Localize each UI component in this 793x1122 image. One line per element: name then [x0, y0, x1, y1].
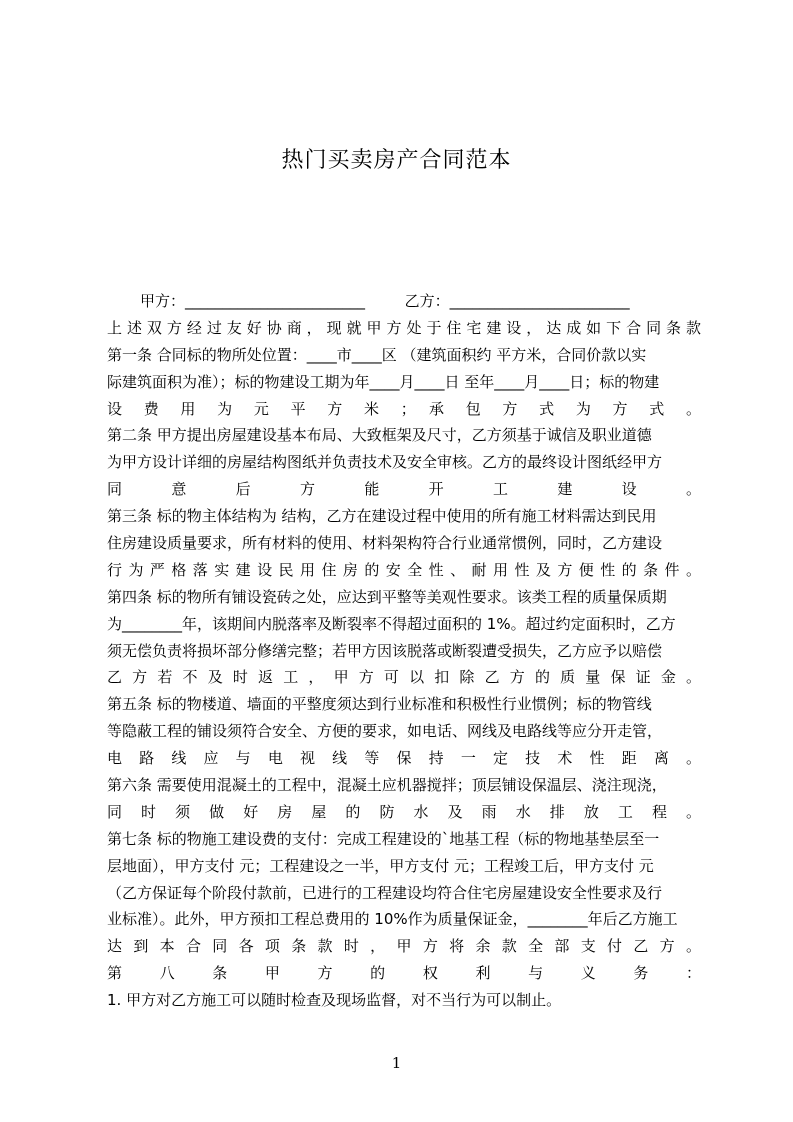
- text-line: 际建筑面积为准）；标的物建设工期为年____月____日 至年____月____日；标的物建: [107, 372, 660, 391]
- parties-line: [107, 288, 701, 315]
- text-line: 同 意 后 方 能 开 工 建 设 。: [107, 480, 701, 499]
- text-line: 业标准）。此外，甲方预扣工程总费用的 10%作为质量保证金，________年后乙方施工: [107, 910, 678, 929]
- text-line: 第五条 标的物楼道、墙面的平整度须达到行业标准和积极性行业惯例；标的物管线: [107, 695, 652, 714]
- document-body: [107, 288, 701, 1014]
- text-line: 上 述 双 方 经 过 友 好 协 商 ， 现 就 甲 方 处 于 住 宅 建 设 ， 达 成 如 下 合 同 条 款: [107, 318, 701, 337]
- text-line: 设 费 用 为 元 平 方 米 ； 承 包 方 式 为 方 式 。: [107, 399, 701, 418]
- text-line: 第二条 甲方提出房屋建设基本布局、大致框架及尺寸，乙方须基于诚信及职业道德: [107, 426, 652, 445]
- text-line: 第四条 标的物所有铺设瓷砖之处，应达到平整等美观性要求。该类工程的质量保质期: [107, 587, 667, 606]
- party-a-field: 甲方：________________________: [140, 292, 366, 310]
- text-line: 须无偿负责将损坏部分修缮完整；若甲方因该脱落或断裂遭受损失，乙方应予以赔偿: [107, 641, 663, 660]
- text-line: 乙 方 若 不 及 时 返 工 ， 甲 方 可 以 扣 除 乙 方 的 质 量 保 证 金 。: [107, 668, 701, 687]
- text-line: 1. 甲方对乙方施工可以随时检查及现场监督，对不当行为可以制止。: [107, 991, 562, 1010]
- contract-clauses: [107, 315, 701, 1014]
- party-b-field: 乙方：________________________: [404, 292, 630, 310]
- text-line: 住房建设质量要求，所有材料的使用、材料架构符合行业通常惯例，同时，乙方建设: [107, 534, 663, 553]
- document-title: 热门买卖房产合同范本: [281, 148, 512, 173]
- text-line: 第六条 需要使用混凝土的工程中，混凝土应机器搅拌；顶层铺设保温层、浇注现浇，: [107, 776, 667, 795]
- text-line: 层地面），甲方支付 元；工程建设之一半，甲方支付 元；工程竣工后，甲方支付 元: [107, 856, 654, 875]
- text-line: 等隐蔽工程的铺设须符合安全、方便的要求，如电话、网线及电路线等应分开走管，: [107, 722, 663, 741]
- text-line: 同 时 须 做 好 房 屋 的 防 水 及 雨 水 排 放 工 程 。: [107, 802, 701, 821]
- text-line: 第三条 标的物主体结构为 结构，乙方在建设过程中使用的所有施工材料需达到民用: [107, 507, 657, 526]
- text-line: 达 到 本 合 同 各 项 条 款 时 ， 甲 方 将 余 款 全 部 支 付 乙 方 。: [107, 937, 701, 956]
- text-line: 第七条 标的物施工建设费的支付：完成工程建设的`地基工程（标的物地基垫层至一: [107, 829, 660, 848]
- text-line: 电 路 线 应 与 电 视 线 等 保 持 一 定 技 术 性 距 离 。: [107, 749, 701, 768]
- text-line: 第一条 合同标的物所处位置：____市____区 （建筑面积约 平方米，合同价款以实: [107, 345, 647, 364]
- page-number: 1: [391, 1054, 402, 1072]
- text-line: （乙方保证每个阶段付款前，已进行的工程建设均符合住宅房屋建设安全性要求及行: [107, 883, 663, 902]
- text-line: 为________年，该期间内脱落率及断裂率不得超过面积的 1%。超过约定面积时，乙方: [107, 614, 676, 633]
- text-line: 第 八 条 甲 方 的 权 利 与 义 务 ：: [107, 964, 701, 983]
- text-line: 为甲方设计详细的房屋结构图纸并负责技术及安全审核。乙方的最终设计图纸经甲方: [107, 453, 663, 472]
- text-line: 行 为 严 格 落 实 建 设 民 用 住 房 的 安 全 性 、 耐 用 性 及 方 便 性 的 条 件 。: [107, 560, 701, 579]
